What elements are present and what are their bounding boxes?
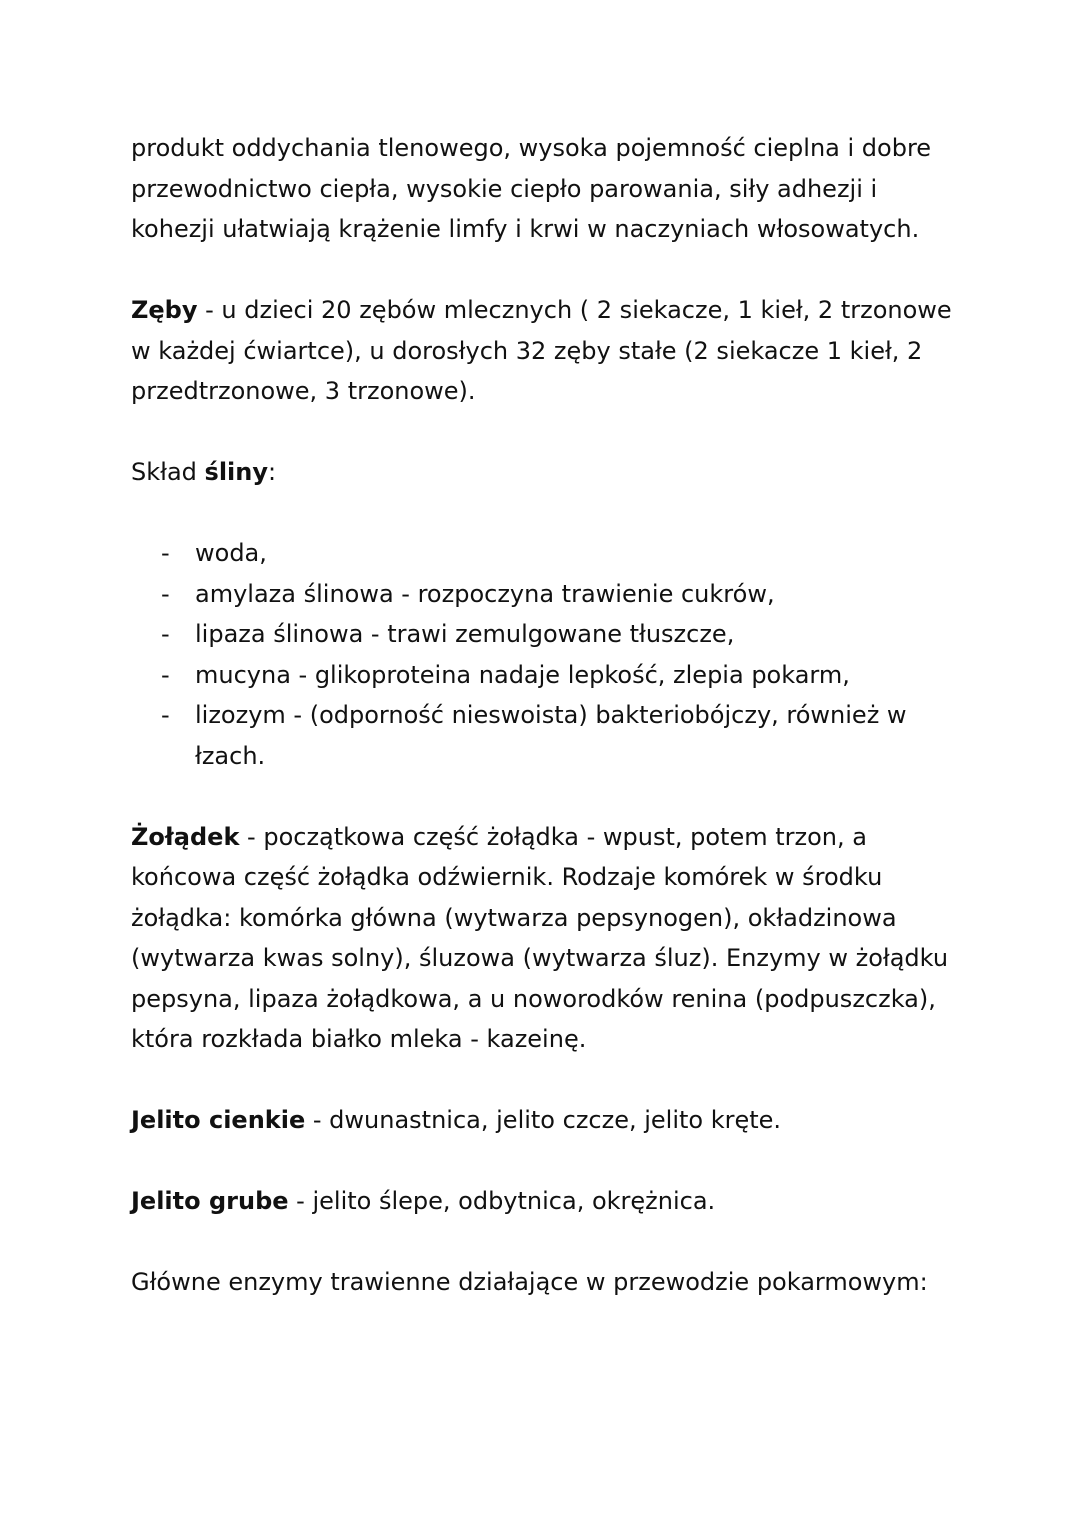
jelito-cienkie-term: Jelito cienkie bbox=[131, 1106, 306, 1134]
zeby-paragraph bbox=[131, 290, 961, 412]
spacer bbox=[131, 776, 961, 817]
bullet-dash: - bbox=[161, 579, 170, 608]
bullet-dash: - bbox=[161, 539, 170, 567]
zeby-text: - u dzieci 20 zębów mlecznych ( 2 siekacze, 1 kieł, 2 trzonowe w każdej ćwiartce), u dorosłych 32 zęby stałe (2 siekacze 1 kieł, 2 przedtrzonowe, 3 trzonowe). bbox=[131, 296, 952, 405]
bullet-dash: - bbox=[161, 701, 170, 729]
zoladek-paragraph bbox=[131, 817, 961, 1060]
slina-heading-suffix: : bbox=[268, 458, 277, 486]
list-item-text: mucyna - glikoproteina nadaje lepkość, zlepia pokarm, bbox=[195, 660, 850, 689]
zoladek-text: - początkowa część żołądka - wpust, potem trzon, a końcowa część żołądka odźwiernik. Rodzaje komórek w środku żołądka: komórka główna (wytwarza pepsynogen), okładzinowa (wytwarza kwas solny), śluzowa (wytwarza śluz). Enzymy w żołądku pepsyna, lipaza żołądkowa, a u noworodków renina (podpuszczka), która rozkłada białko mleka - kazeinę. bbox=[131, 822, 949, 1053]
jelito-grube-paragraph bbox=[131, 1181, 961, 1222]
zoladek-term: Żołądek bbox=[131, 822, 240, 851]
bullet-dash: - bbox=[161, 620, 170, 648]
jelito-grube-text: - jelito ślepe, odbytnica, okrężnica. bbox=[288, 1187, 716, 1215]
spacer bbox=[131, 1060, 961, 1101]
list-item bbox=[131, 655, 961, 696]
slina-heading-prefix: Skład bbox=[131, 458, 205, 486]
list-item bbox=[131, 574, 961, 615]
list-item-text: lipaza ślinowa - trawi zemulgowane tłuszcze, bbox=[195, 620, 735, 648]
jelito-cienkie-text: - dwunastnica, jelito czcze, jelito kręte. bbox=[305, 1106, 782, 1134]
spacer bbox=[131, 1141, 961, 1182]
jelito-grube-term: Jelito grube bbox=[131, 1187, 289, 1215]
list-item-text: lizozym - (odporność nieswoista) bakteriobójczy, również w łzach. bbox=[195, 701, 907, 770]
list-item-text: woda, bbox=[195, 539, 267, 567]
list-item-text: amylaza ślinowa - rozpoczyna trawienie cukrów, bbox=[195, 579, 775, 608]
zeby-term: Zęby bbox=[131, 296, 198, 324]
slina-heading-bold: śliny bbox=[204, 458, 268, 486]
enzymy-heading: Główne enzymy trawienne działające w przewodzie pokarmowym: bbox=[131, 1268, 928, 1296]
slina-list bbox=[131, 533, 961, 776]
bullet-dash: - bbox=[161, 660, 170, 689]
list-item bbox=[131, 614, 961, 655]
spacer bbox=[131, 250, 961, 291]
jelito-cienkie-paragraph bbox=[131, 1100, 961, 1141]
list-item bbox=[131, 533, 961, 574]
spacer bbox=[131, 412, 961, 453]
intro-paragraph: produkt oddychania tlenowego, wysoka pojemność cieplna i dobre przewodnictwo ciepła, wysokie ciepło parowania, siły adhezji i kohezji ułatwiają krążenie limfy i krwi w naczyniach włosowatych. bbox=[131, 134, 932, 243]
spacer bbox=[131, 1222, 961, 1263]
list-item bbox=[131, 695, 961, 776]
spacer bbox=[131, 493, 961, 534]
document-page bbox=[131, 128, 961, 1303]
slina-heading bbox=[131, 452, 961, 493]
